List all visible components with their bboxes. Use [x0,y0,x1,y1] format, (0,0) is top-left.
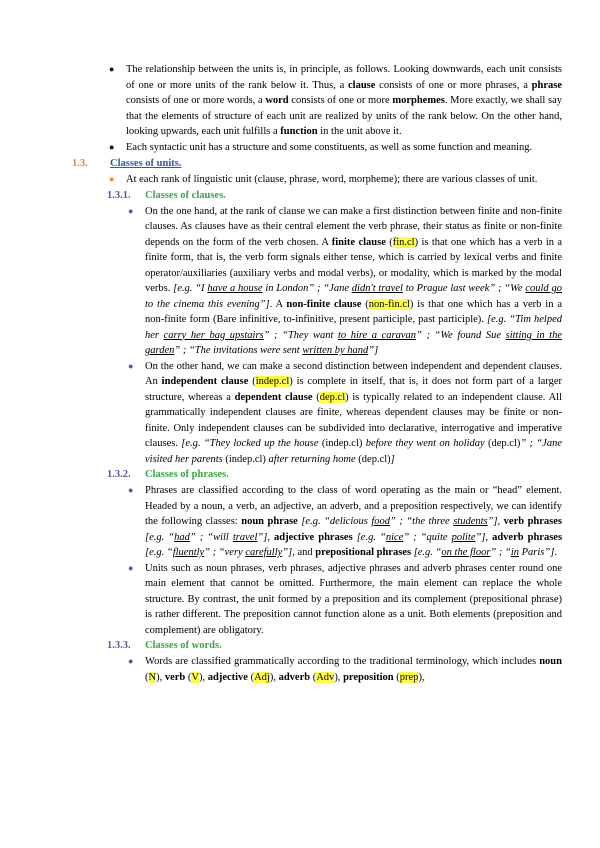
term: verb phrases [503,516,563,527]
bullet-icon: ● [109,64,115,74]
section-number: 1.3.3. [107,640,131,651]
text: ( [385,236,393,248]
example: ”] [257,531,268,543]
text: ), [418,671,425,683]
example: to Prague last week” ; “We [402,283,526,294]
term: adjective phrases [273,531,353,543]
text: , and [292,547,316,558]
example: in London” ; “Jane [262,283,352,294]
term: adjective [207,671,248,683]
term: phrase [531,79,562,91]
bullet-icon: ● [109,141,115,152]
bullet-icon: ● [128,562,134,573]
bullet-paragraph [128,483,563,561]
example: ” ; “Jane visited her parents [145,438,562,465]
section-heading-1-3-2 [107,467,600,483]
text: On the other hand, we can make a second distinction between independent and dependent clauses. An [145,360,562,387]
text: ( [247,671,255,683]
highlight-abbr: fin.cl [392,236,415,248]
example: [e.g. “ [352,531,386,543]
text: ), [156,671,165,683]
text: consists of one or more words, a [126,95,266,106]
example-underline: nice [385,531,404,543]
highlight-abbr: N [148,671,157,683]
example: ” ; “very [204,547,246,558]
text: Each syntactic unit has a structure and some constituents, as well as some function and meaning. [126,141,533,153]
example: ”] [475,531,486,543]
text: ) is complete in itself, that is, it does not form part of a larger structure, whereas a [145,376,562,403]
term: adverb [278,671,311,683]
example: ” ; “We found Sue [416,329,506,341]
bullet-icon: ● [128,656,134,666]
example: to the cinema this evening”] [145,298,270,310]
example-underline: have a house [207,283,263,294]
text: ( [310,671,317,683]
text: consists of one or more [288,95,393,106]
section-title: Classes of words. [145,640,222,651]
text: consists of one or more phrases, a [375,79,532,91]
example-underline: travel [232,531,258,543]
example: ” ; “will [189,531,233,543]
section-heading-1-3-3 [107,638,600,654]
highlight-abbr: dep.cl [319,391,346,403]
text: Units such as noun phrases, verb phrases, adjective phrases and adverb phrases center round one main element that cannot be omitted. Furthermore, the main element can replace the whole structure. By contrast, the unit formed by a preposition and its complement (prepositional phrase) is rather different. The preposition cannot function alone as a unit. Both elements (preposition and complement) are obligatory. [145,562,562,636]
example-underline: had [174,531,190,543]
bullet-paragraph [109,172,562,188]
example: Paris”] [519,547,555,558]
term: finite clause [331,236,386,248]
text: , [485,531,493,543]
text: The relationship between the units is, in principle, as follows. Looking downwards, each unit consists of one or more units of the rank below it. Thus, a [126,64,562,91]
section-number: 1.3. [72,158,88,169]
highlight-abbr: indep.cl [255,376,290,387]
example: [e.g. “ [411,547,442,558]
section-heading-1-3 [72,156,600,172]
text: ( [361,298,369,310]
section-number: 1.3.1. [107,189,131,201]
section-title: Classes of clauses. [145,189,226,201]
example-underline: food [371,516,390,527]
example: [e.g. “I [173,283,208,294]
text: in the unit above it. [317,126,402,137]
text: Words are classified grammatically according to the traditional terminology, which includes [145,656,540,667]
highlight-abbr: Adv [316,671,335,683]
bullet-icon: ● [128,360,134,371]
example: [e.g. “Tim helped her [145,314,562,341]
text: ( [145,671,149,683]
text: ( [393,671,400,683]
example-underline: written by hand [302,345,369,356]
example: ”] [368,345,379,356]
bullet-icon: ● [109,174,115,184]
text: , [497,516,504,527]
example: ” ; “quite [403,531,452,543]
example: [e.g. “ [145,531,175,543]
example-underline: didn't travel [351,283,403,294]
term: word [265,95,289,106]
text: . [554,547,557,558]
text: (dep.cl) [484,438,521,449]
example-underline: carry her bag upstairs [163,329,264,341]
highlight-abbr: prep [399,671,419,683]
term: noun [539,656,562,667]
bullet-paragraph [109,62,563,140]
bullet-paragraph [128,654,562,685]
example: ] [390,453,395,465]
highlight-abbr: non-fin.cl [368,298,410,310]
text: ( [185,671,192,683]
bullet-icon: ● [128,205,134,216]
text: At each rank of linguistic unit (clause, phrase, word, morpheme); there are various classes of unit. [126,174,538,185]
term: independent clause [161,376,249,387]
text: ), [334,671,344,683]
text: ) is that one which has a verb in a finite form, that is, the verb form signals either tense, which is carried by lexical verbs and finite operator/auxiliaries (auxiliary verbs and modal verbs), or modality, which is marked by the modal verbs. [145,236,562,294]
bullet-paragraph [109,140,562,156]
example-underline: fluently [172,547,205,558]
term: verb [164,671,186,683]
text: , [267,531,274,543]
term: preposition [343,671,394,683]
term: dependent clause [234,391,313,403]
text: ), [198,671,208,683]
example: [e.g. “They locked up the house [181,438,319,449]
text: (dep.cl) [355,453,391,465]
bullet-paragraph [128,561,562,639]
highlight-abbr: V [191,671,199,683]
example: ” ; “ [490,547,511,558]
section-title: Classes of units. [110,158,182,169]
text: . A [269,298,287,310]
example: [e.g. “delicious [297,516,372,527]
text: . More exactly, we shall say that the elements of structure of each unit are realized by units of the rank below. On the other hand, looking upwards, each unit fulfills a [126,95,563,137]
highlight-abbr: Adj [254,671,270,683]
text: Phrases are classified according to the class of word operating as the main or “head” element. Headed by a noun, a verb, an adjective, an adverb, and a preposition respectively, we can identify the following classes: [145,485,562,527]
example: ”] [282,547,293,558]
example-underline: in [510,547,520,558]
term: non-finite clause [286,298,362,310]
example: ” ; “the three [390,516,454,527]
section-title: Classes of phrases. [145,469,229,480]
example-underline: polite [451,531,476,543]
text: (indep.cl) [318,438,366,449]
section-heading-1-3-1 [107,188,600,204]
example-underline: students [453,516,488,527]
document-page [0,62,600,685]
section-number: 1.3.2. [107,469,131,480]
example: [e.g. “ [145,547,173,558]
bullet-paragraph [128,204,563,359]
example: ”] [487,516,498,527]
example-underline: sitting in the garden [145,329,563,356]
bullet-paragraph [128,359,562,468]
text: ) is that one which has a verb in a non-finite form (Bare infinitive, to-infinitive, present participle, past participle). [145,298,562,325]
term: prepositional phrases [315,547,412,558]
term: adverb phrases [492,531,563,543]
example-underline: could go [525,283,562,294]
term: morphemes [392,95,445,106]
text: ( [312,391,320,403]
text: (indep.cl) [222,453,269,465]
text: On the one hand, at the rank of clause we can make a first distinction between finite and non-finite clauses. As clauses have as their central element the verb phrase, their status as finite or non-finite depends on the form of the verb chosen. A [145,205,562,248]
bullet-icon: ● [128,485,134,495]
example: after returning home [268,453,356,465]
example: ” ; “The invitations were sent [174,345,303,356]
example-underline: on the floor [441,547,491,558]
example: before they went on holiday [365,438,485,449]
example-underline: to hire a caravan [337,329,417,341]
text: ( [248,376,256,387]
text: ), [269,671,279,683]
example-underline: carefully [245,547,283,558]
example: ” ; “They want [263,329,338,341]
text: ) is typically related to an independent clause. All grammatically independent clauses are finite, whereas dependent clauses may be finite or non-finite. Only independent clauses can be subdivided into declarative, interrogative and imperative clauses. [145,391,562,449]
term: clause [348,79,376,91]
term: function [280,126,318,137]
term: noun phrase [241,516,298,527]
